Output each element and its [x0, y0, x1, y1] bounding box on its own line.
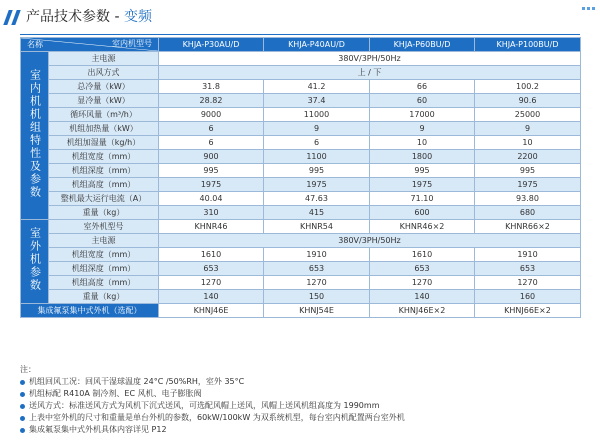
cell-value: 9 — [264, 122, 370, 136]
cell-value: 71.10 — [370, 192, 475, 206]
cell-value: 66 — [370, 80, 475, 94]
cell-value: 25000 — [475, 108, 581, 122]
row-label: 机组加热量（kW） — [49, 122, 159, 136]
table-row — [21, 178, 581, 192]
cell-value: KHNJ46E×2 — [370, 304, 475, 318]
cell-value: 28.82 — [159, 94, 264, 108]
cell-value: 1910 — [264, 248, 370, 262]
row-label: 机组加湿量（kg/h） — [49, 136, 159, 150]
cell-value: KHNR46 — [159, 220, 264, 234]
row-label: 整机最大运行电流（A） — [49, 192, 159, 206]
spec-table — [20, 37, 581, 318]
row-label: 循环风量（m³/h） — [49, 108, 159, 122]
cell-value: 10 — [370, 136, 475, 150]
cell-value: 9 — [370, 122, 475, 136]
cell-value: KHNJ46E — [159, 304, 264, 318]
cell-value: 653 — [159, 262, 264, 276]
cell-value: 9000 — [159, 108, 264, 122]
cell-value: 1975 — [370, 178, 475, 192]
bullet-icon — [20, 416, 25, 421]
cell-value: 11000 — [264, 108, 370, 122]
model-header: KHJA-P30AU/D — [159, 38, 264, 52]
cell-value: 60 — [370, 94, 475, 108]
row-label: 机组宽度（mm） — [49, 248, 159, 262]
cell-value: 995 — [159, 164, 264, 178]
note-item: 上表中室外机的尺寸和重量是单台外机的参数，60kW/100kW 为双系统机型，每台室内机配置两台室外机 — [20, 412, 590, 424]
note-item: 机组回风工况：回风干湿球温度 24°C /50%RH，室外 35°C — [20, 376, 590, 388]
model-header-row — [21, 38, 581, 52]
cell-value: 1975 — [159, 178, 264, 192]
corner-header-model-label: 室内机型号 — [112, 39, 152, 48]
row-label: 重量（kg） — [49, 290, 159, 304]
cell-value: 1800 — [370, 150, 475, 164]
header-slash-mark — [11, 10, 20, 25]
header-rule — [20, 34, 580, 35]
cell-value: 1975 — [475, 178, 581, 192]
table-row — [21, 52, 581, 66]
cell-value: 1910 — [475, 248, 581, 262]
row-value-span: 380V/3PH/50Hz — [159, 234, 581, 248]
cell-value: 140 — [159, 290, 264, 304]
table-row — [21, 150, 581, 164]
corner-header-name-label: 名称 — [27, 40, 43, 49]
cell-value: 6 — [264, 136, 370, 150]
row-label: 显冷量（kW） — [49, 94, 159, 108]
bullet-icon — [20, 404, 25, 409]
note-item: 送风方式：标准送风方式为风机下沉式送风，可选配风帽上送风，风帽上送风机组高度为 1990mm — [20, 400, 590, 412]
cell-value: 1270 — [264, 276, 370, 290]
bullet-icon — [20, 392, 25, 397]
cell-value: KHNR54 — [264, 220, 370, 234]
note-item: 机组标配 R410A 制冷剂、EC 风机、电子膨胀阀 — [20, 388, 590, 400]
cell-value: KHNJ66E×2 — [475, 304, 581, 318]
page-title: 产品技术参数 - 变频 — [26, 9, 152, 25]
cell-value: 2200 — [475, 150, 581, 164]
cell-value: 90.6 — [475, 94, 581, 108]
cell-value: 37.4 — [264, 94, 370, 108]
cell-value: KHNR46×2 — [370, 220, 475, 234]
row-label: 机组宽度（mm） — [49, 150, 159, 164]
row-label: 出风方式 — [49, 66, 159, 80]
indoor-group-label: 室内机机组特性及参数 — [21, 52, 49, 220]
cell-value: 6 — [159, 136, 264, 150]
table-row — [21, 206, 581, 220]
table-row — [21, 66, 581, 80]
cell-value: 140 — [370, 290, 475, 304]
table-row — [21, 80, 581, 94]
cell-value: 680 — [475, 206, 581, 220]
cell-value: 1100 — [264, 150, 370, 164]
cell-value: 17000 — [370, 108, 475, 122]
cell-value: 995 — [264, 164, 370, 178]
row-label: 主电源 — [49, 52, 159, 66]
note-item: 集成氟泵集中式外机具体内容详见 P12 — [20, 424, 590, 436]
cell-value: 160 — [475, 290, 581, 304]
model-header: KHJA-P60BU/D — [370, 38, 475, 52]
row-label: 主电源 — [49, 234, 159, 248]
cell-value: 1270 — [159, 276, 264, 290]
cell-value: 310 — [159, 206, 264, 220]
table-row — [21, 122, 581, 136]
table-row — [21, 262, 581, 276]
cell-value: 10 — [475, 136, 581, 150]
row-value-span: 上 / 下 — [159, 66, 581, 80]
table-row — [21, 192, 581, 206]
row-label: 机组高度（mm） — [49, 178, 159, 192]
table-row — [21, 290, 581, 304]
row-label: 总冷量（kW） — [49, 80, 159, 94]
bullet-icon — [20, 428, 25, 433]
cell-value: 1610 — [159, 248, 264, 262]
table-row — [21, 276, 581, 290]
table-row — [21, 234, 581, 248]
page-title-accent: 变频 — [123, 9, 152, 25]
cell-value: KHNR66×2 — [475, 220, 581, 234]
row-value-span: 380V/3PH/50Hz — [159, 52, 581, 66]
table-row — [21, 304, 581, 318]
corner-header-cell — [21, 38, 159, 52]
table-row — [21, 94, 581, 108]
cell-value: 653 — [370, 262, 475, 276]
bullet-icon — [20, 380, 25, 385]
cell-value: 1270 — [370, 276, 475, 290]
cell-value: 1975 — [264, 178, 370, 192]
cell-value: 415 — [264, 206, 370, 220]
outdoor-group-label: 室外机参数 — [21, 220, 49, 304]
row-label: 机组深度（mm） — [49, 262, 159, 276]
cell-value: 40.04 — [159, 192, 264, 206]
cell-value: 47.63 — [264, 192, 370, 206]
notes-section — [20, 364, 590, 436]
table-row — [21, 108, 581, 122]
cell-value: 41.2 — [264, 80, 370, 94]
table-row — [21, 248, 581, 262]
row-label: 重量（kg） — [49, 206, 159, 220]
table-row — [21, 220, 581, 234]
combo-row-label: 集成氟泵集中式外机（选配） — [21, 304, 159, 318]
cell-value: 9 — [475, 122, 581, 136]
row-label: 室外机型号 — [49, 220, 159, 234]
notes-title: 注： — [20, 365, 36, 374]
model-header: KHJA-P40AU/D — [264, 38, 370, 52]
cell-value: 900 — [159, 150, 264, 164]
cell-value: 100.2 — [475, 80, 581, 94]
row-label: 机组高度（mm） — [49, 276, 159, 290]
cell-value: 6 — [159, 122, 264, 136]
cell-value: 93.80 — [475, 192, 581, 206]
cell-value: 31.8 — [159, 80, 264, 94]
cell-value: 1270 — [475, 276, 581, 290]
cell-value: 600 — [370, 206, 475, 220]
model-header: KHJA-P100BU/D — [475, 38, 581, 52]
cell-value: 995 — [370, 164, 475, 178]
row-label: 机组深度（mm） — [49, 164, 159, 178]
table-row — [21, 164, 581, 178]
cell-value: KHNJ54E — [264, 304, 370, 318]
cell-value: 653 — [475, 262, 581, 276]
page-header — [0, 0, 600, 30]
cell-value: 653 — [264, 262, 370, 276]
cell-value: 995 — [475, 164, 581, 178]
cell-value: 1610 — [370, 248, 475, 262]
cell-value: 150 — [264, 290, 370, 304]
table-row — [21, 136, 581, 150]
